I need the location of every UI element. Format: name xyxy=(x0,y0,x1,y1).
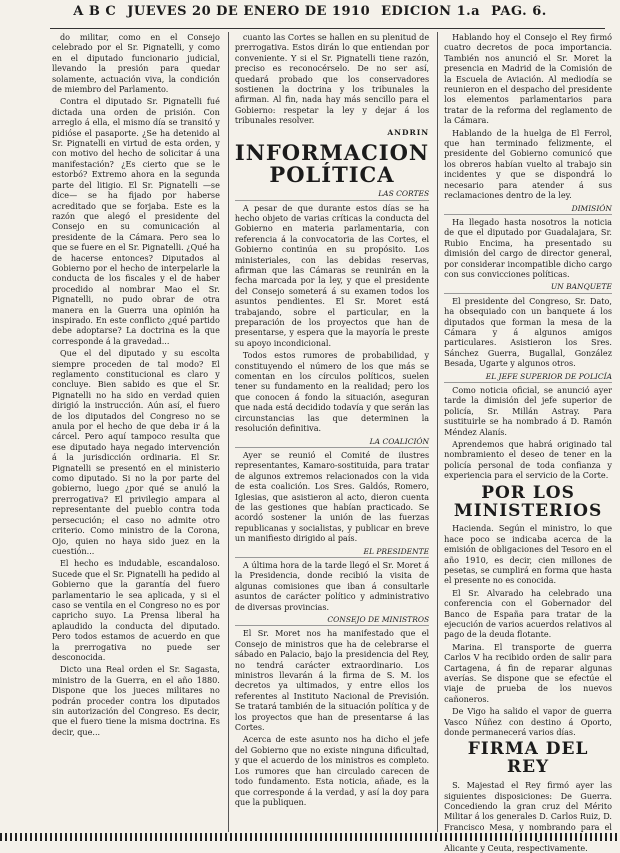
col3-paragraph: El Sr. Alvarado ha celebrado una conferencia con el Gobernador del Banco de España para tratar de la ejecución de varios acuerdos relativos al pago de la deuda flotante. xyxy=(444,587,612,640)
col2-intro: cuanto las Cortes se hallen en su plenitud de prerrogativa. Estos dirán lo que entiendan por conveniente. Y si el Sr. Pignatelli tiene razón, preciso es reconocérselo. De no ser así, quedará probado que los conservadores sostienen la doctrina y los tribunales la afirman. Al fin, nada hay más sencillo para el Gobierno: respetar la ley y dejar á los tribunales resolver. xyxy=(234,32,430,126)
col2-paragraph: El Sr. Moret nos ha manifestado que el Consejo de ministros que ha de celebrarse el sábado en Palacio, bajo la presidencia del Rey, no tendrá carácter extraordinario. Los ministros llevarán á la firma de S. M. los decretos ya ultimados, y entre ellos los referentes al Instituto Nacional de Previsión. Se tratará también de la situación política y de los proyectos que han de presentarse á las Cortes. xyxy=(234,628,430,733)
subheading-banquete: UN BANQUETE xyxy=(444,282,612,293)
col3-paragraph: S. Majestad el Rey firmó ayer las siguientes disposiciones: De Guerra. Concediendo la gran cruz del Mérito Militar á los generales D. Carlos Ruiz, D. Francisco Mesa, y nombrando para el Alicante y Ceuta, respectivamente. xyxy=(444,780,612,853)
col3-paragraph: Marina. El transporte de guerra Carlos V ha recibido orden de salir para Cartagena, á fin de reparar algunas averías. Se dispone que se efectúe el viaje de prueba de los nuevos cañoneros. xyxy=(444,641,612,704)
col1-paragraph: do militar, como en el Consejo celebrado por el Sr. Pignatelli, y como en el diputado funcionario judicial, llevando la presión para quedar solamente, actuación viva, la condición de miembro del Parlamento. xyxy=(52,32,220,95)
col3-paragraph: Hablando de la huelga de El Ferrol, que han terminado felizmente, el presidente del Gobierno comunicó que los obreros habían vuelto al trabajo sin incidentes y que se dispondrá lo necesario para atender á sus reclamaciones dentro de la ley. xyxy=(444,127,612,201)
column-2 xyxy=(228,32,429,832)
subheading-presidente: EL PRESIDENTE xyxy=(235,547,429,558)
col1-paragraph: Que el del diputado y su escolta siempre proceden de tal modo? El reglamento constitucional es claro y concluye. Bien sabido es que el Sr. Pignatelli no ha sido en verdad quien dirigió la instrucción. Aún así, el fuero de los diputados del Congreso no se anula por el hecho de que deba ir á la cárcel. Pero aquí tampoco resulta que ese diputado haya negado intervención á la jurisdicción ordinaria. El Sr. Pignatelli se presentó en el ministerio como diputado. Si no la por parte del gobierno, luego ¿por qué se anuló la prerrogativa? El privilegio ampara al representante del pueblo contra toda persecución; el caso no admite otro criterio. Como ministro de la Corona, Ojo, quien no haya sido juez en la cuestión... xyxy=(52,348,220,556)
col3-paragraph: Como noticia oficial, se anunció ayer tarde la dimisión del jefe superior de policía, Sr. Millán Astray. Para sustituirle se ha nombrado á D. Ramón Méndez Alanís. xyxy=(444,385,612,437)
subheading-las-cortes: LAS CORTES xyxy=(235,189,429,200)
col3-paragraph: Ha llegado hasta nosotros la noticia de que el diputado por Guadalajara, Sr. Rubio Encima, ha presentado su dimisión del cargo de director general, por considerar incompatible dicho cargo con sus convicciones políticas. xyxy=(444,216,612,279)
subheading-coalicion: LA COALICIÓN xyxy=(235,437,429,448)
page-number: PAG. 6. xyxy=(491,4,547,19)
publication-name: A B C xyxy=(73,4,117,19)
col2-paragraph: A última hora de la tarde llegó el Sr. Moret á la Presidencia, donde recibió la visita de algunas comisiones que iban á consultarle asuntos de carácter político y administrativo de diversas provincias. xyxy=(234,559,430,612)
col1-paragraph: Contra el diputado Sr. Pignatelli fué dictada una orden de prisión. Con arreglo á ella, el mismo día se transitó y pidióse el pasaporte. ¿Se ha detenido al Sr. Pignatelli en virtud de esta orden, y con motivo del hecho de solicitar á una manifestación? ¿Es cierto que se le estorbó? Extremo ahora en la segunda parte del litigio. El Sr. Pignatelli —se dice— se ha fijado por haberse acreditado que se forjaba. Este es la razón que alegó el presidente del Consejo en su comunicación al presidente de la Cámara. Pero sea lo que se fuere en el Sr. Pignatelli. ¿Qué ha de hacerse entonces? Diputados al Gobierno por el hecho de interpelarle la conducta de los fiscales y el de haber procedido al nombrar Mao el Sr. Pignatelli, no pudo obrar de otra manera en la Guerra una opinión ha inspirado. En este conflicto ¿qué partido debe adoptarse? La doctrina es la que corresponde á la gravedad... xyxy=(52,96,220,346)
edition-label: EDICION 1.a xyxy=(381,4,481,19)
section-heading-politica: INFORMACION POLÍTICA xyxy=(234,140,430,188)
bottom-edge-bar xyxy=(0,833,620,841)
col3-intro: Hablando hoy el Consejo el Rey firmó cuatro decretos de poca importancia. También nos anunció el Sr. Moret la presencia en Madrid de la Comisión de la Escuela de Aviación. Al mediodía se reunieron en el despacho del presidente los elementos parlamentarios para tratar de la reforma del reglamento de la Cámara. xyxy=(444,32,612,126)
col3-paragraph: De Vigo ha salido el vapor de guerra Vasco Núñez con destino á Oporto, donde permanecerá varios días. xyxy=(444,706,612,738)
col3-paragraph: Hacienda. Según el ministro, lo que hace poco se indicaba acerca de la emisión de obligaciones del Tesoro en el año 1910, es decir, cien millones de pesetas, se cumplirá en forma que hasta el presente no es conocida. xyxy=(444,523,612,586)
issue-date: JUEVES 20 DE ENERO DE 1910 xyxy=(127,4,371,19)
col2-paragraph: Acerca de este asunto nos ha dicho el jefe del Gobierno que no existe ninguna dificultad, y que el acuerdo de los ministros es completo. Los rumores que han circulado carecen de todo fundamento. Esta noticia, añade, es la que corresponde á la verdad, y así la doy para que la publiquen. xyxy=(234,734,430,807)
col2-paragraph: A pesar de que durante estos días se ha hecho objeto de varias críticas la conducta del Gobierno en materia parlamentaria, con referencia á la convocatoria de las Cortes, el Gobierno continúa en su propósito. Los ministeriales, con las debidas reservas, afirman que las Cámaras se reunirán en la fecha marcada por la ley, y que el presidente del Consejo someterá á su examen todos los asuntos pendientes. El Sr. Moret está trabajando, sobre el particular, en la preparación de los proyectos que han de presentarse, y espera que la mayoría le preste su apoyo incondicional. xyxy=(234,202,430,348)
col2-paragraph: Todos estos rumores de probabilidad, y constituyendo el número de los que más se comentan en los círculos políticos, suelen tener su fundamento en la realidad; pero los que conocen á fondo la situación, aseguran que nada está decidido todavía y que serán las circunstancias las que determinen la resolución definitiva. xyxy=(234,350,430,434)
subheading-dimision: DIMISIÓN xyxy=(444,204,612,215)
subheading-consejo: CONSEJO DE MINISTROS xyxy=(235,615,429,626)
col1-paragraph: El hecho es indudable, escandaloso. Sucede que el Sr. Pignatelli ha pedido al Gobierno que la garantía del fuero parlamentario le sea aplicada, y si el caso se ventila en el Congreso no es por capricho suyo. La Prensa liberal ha aplaudido la conducta del diputado. Pero todos estamos de acuerdo en que la prerrogativa no puede ser desconocida. xyxy=(52,558,220,662)
author-signature: ANDRIN xyxy=(387,127,430,137)
subheading-policia: EL JEFE SUPERIOR DE POLICÍA xyxy=(444,372,612,383)
article-columns xyxy=(52,32,612,853)
col3-paragraph: Aprendemos que habrá originado tal nombramiento el deseo de tener en la policía personal de toda confianza y experiencia para el servicio de la Corte. xyxy=(444,439,612,481)
column-3 xyxy=(437,32,612,853)
column-1 xyxy=(52,32,220,832)
col1-paragraph: Dicto una Real orden el Sr. Sagasta, ministro de la Guerra, en el año 1880. Dispone que los jueces militares no podrán proceder contra los diputados sin autorización del Congreso. Es decir, que el fuero tiene la misma doctrina. Es decir, que... xyxy=(52,664,220,737)
section-heading-ministerios: POR LOS MINISTERIOS xyxy=(453,482,603,521)
col3-paragraph: El presidente del Congreso, Sr. Dato, ha obsequiado con un banquete á los diputados que forman la mesa de la Cámara y á algunos amigos particulares. Asistieron los Sres. Sánchez Guerra, Bugallal, González Besada, Ugarte y algunos otros. xyxy=(444,295,612,369)
running-head xyxy=(0,4,620,34)
col2-paragraph: Ayer se reunió el Comité de ilustres representantes, Kamaro-sostituida, para tratar de algunos extremos relacionados con la vida de esta coalición. Los Sres. Galdós, Romero, Iglesias, que asistieron al acto, dieron cuenta de las gestiones que habían practicado. Se acordó sostener la unión de las fuerzas republicanas y socialistas, y publicar en breve un manifiesto dirigido al país. xyxy=(234,449,430,544)
header-rule xyxy=(50,28,605,29)
section-heading-firma-rey: FIRMA DEL REY xyxy=(467,739,589,778)
